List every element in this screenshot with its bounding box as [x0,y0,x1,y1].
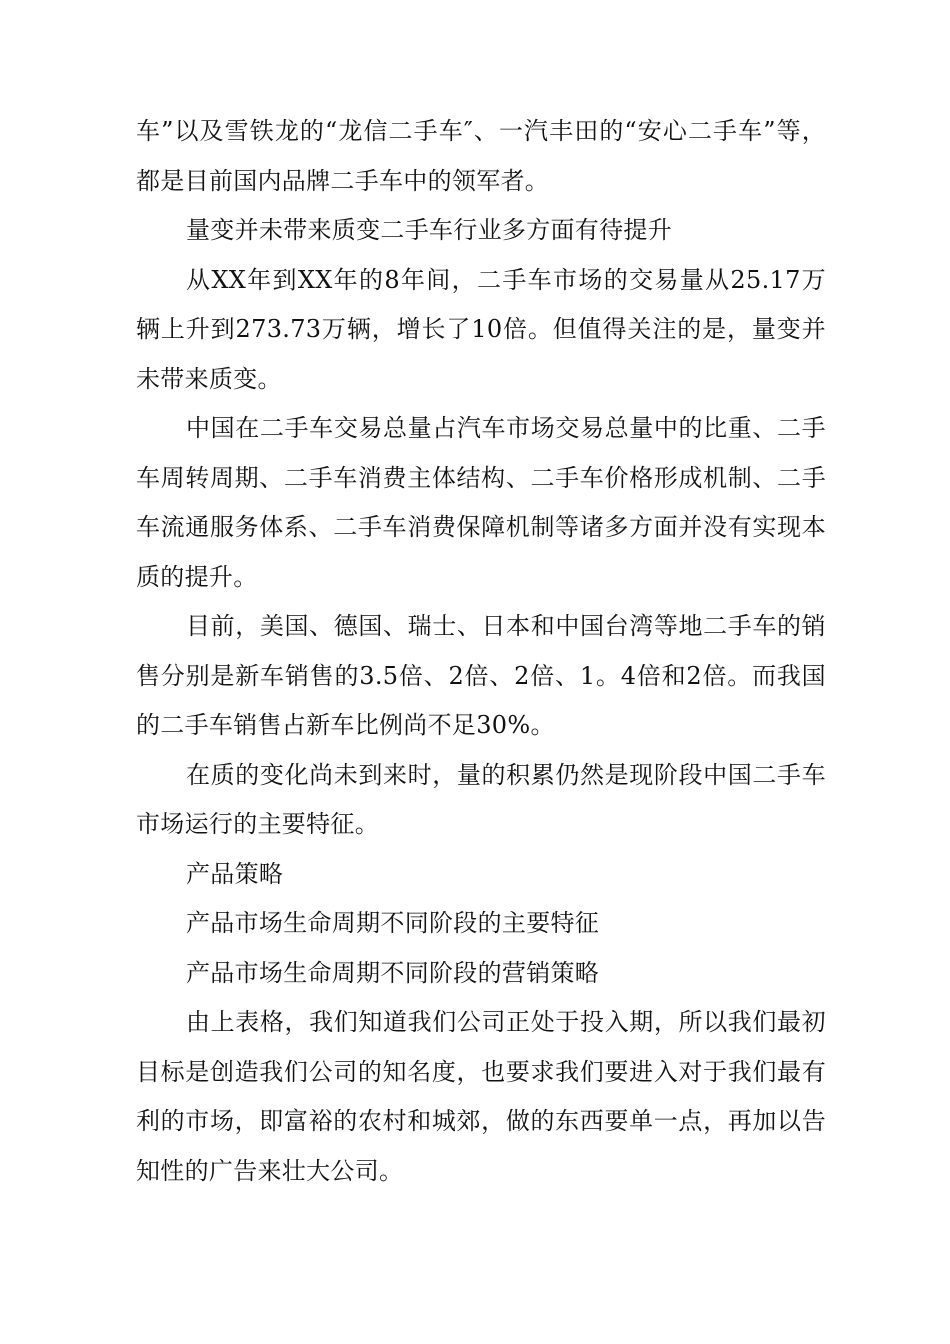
paragraph-4: 中国在二手车交易总量占汽车市场交易总量中的比重、二手车周转周期、二手车消费主体结构、二手车价格形成机制、二手车流通服务体系、二手车消费保障机制等诸多方面并没有实现本质的提升。 [136,414,826,591]
section-heading-product-strategy: 产品策略 [186,859,284,888]
paragraph-6: 在质的变化尚未到来时，量的积累仍然是现阶段中国二手车市场运行的主要特征。 [136,760,826,838]
document-body [136,107,826,1196]
section-heading-quality: 量变并未带来质变二手车行业多方面有待提升 [186,216,672,244]
paragraph-10: 由上表格，我们知道我们公司正处于投入期，所以我们最初目标是创造我们公司的知名度，也要求我们要进入对于我们最有利的市场，即富裕的农村和城郊，做的东西要单一点，再加以告知性的广告来壮大公司。 [136,1008,826,1185]
section-heading-lifecycle-marketing: 产品市场生命周期不同阶段的营销策略 [186,958,600,987]
section-heading-lifecycle-features: 产品市场生命周期不同阶段的主要特征 [186,909,600,937]
paragraph-3: 从XX年到XX年的8年间，二手车市场的交易量从25.17万辆上升到273.73万辆，增长了10倍。但值得关注的是，量变并未带来质变。 [136,265,826,393]
paragraph-1: 车”以及雪铁龙的“龙信二手车″、一汽丰田的“安心二手车”等，都是目前国内品牌二手车中的领军者。 [136,117,826,195]
paragraph-5: 目前，美国、德国、瑞士、日本和中国台湾等地二手车的销售分别是新车销售的3.5倍、2倍、2倍、1。4倍和2倍。而我国的二手车销售占新车比例尚不足30%。 [136,612,826,739]
